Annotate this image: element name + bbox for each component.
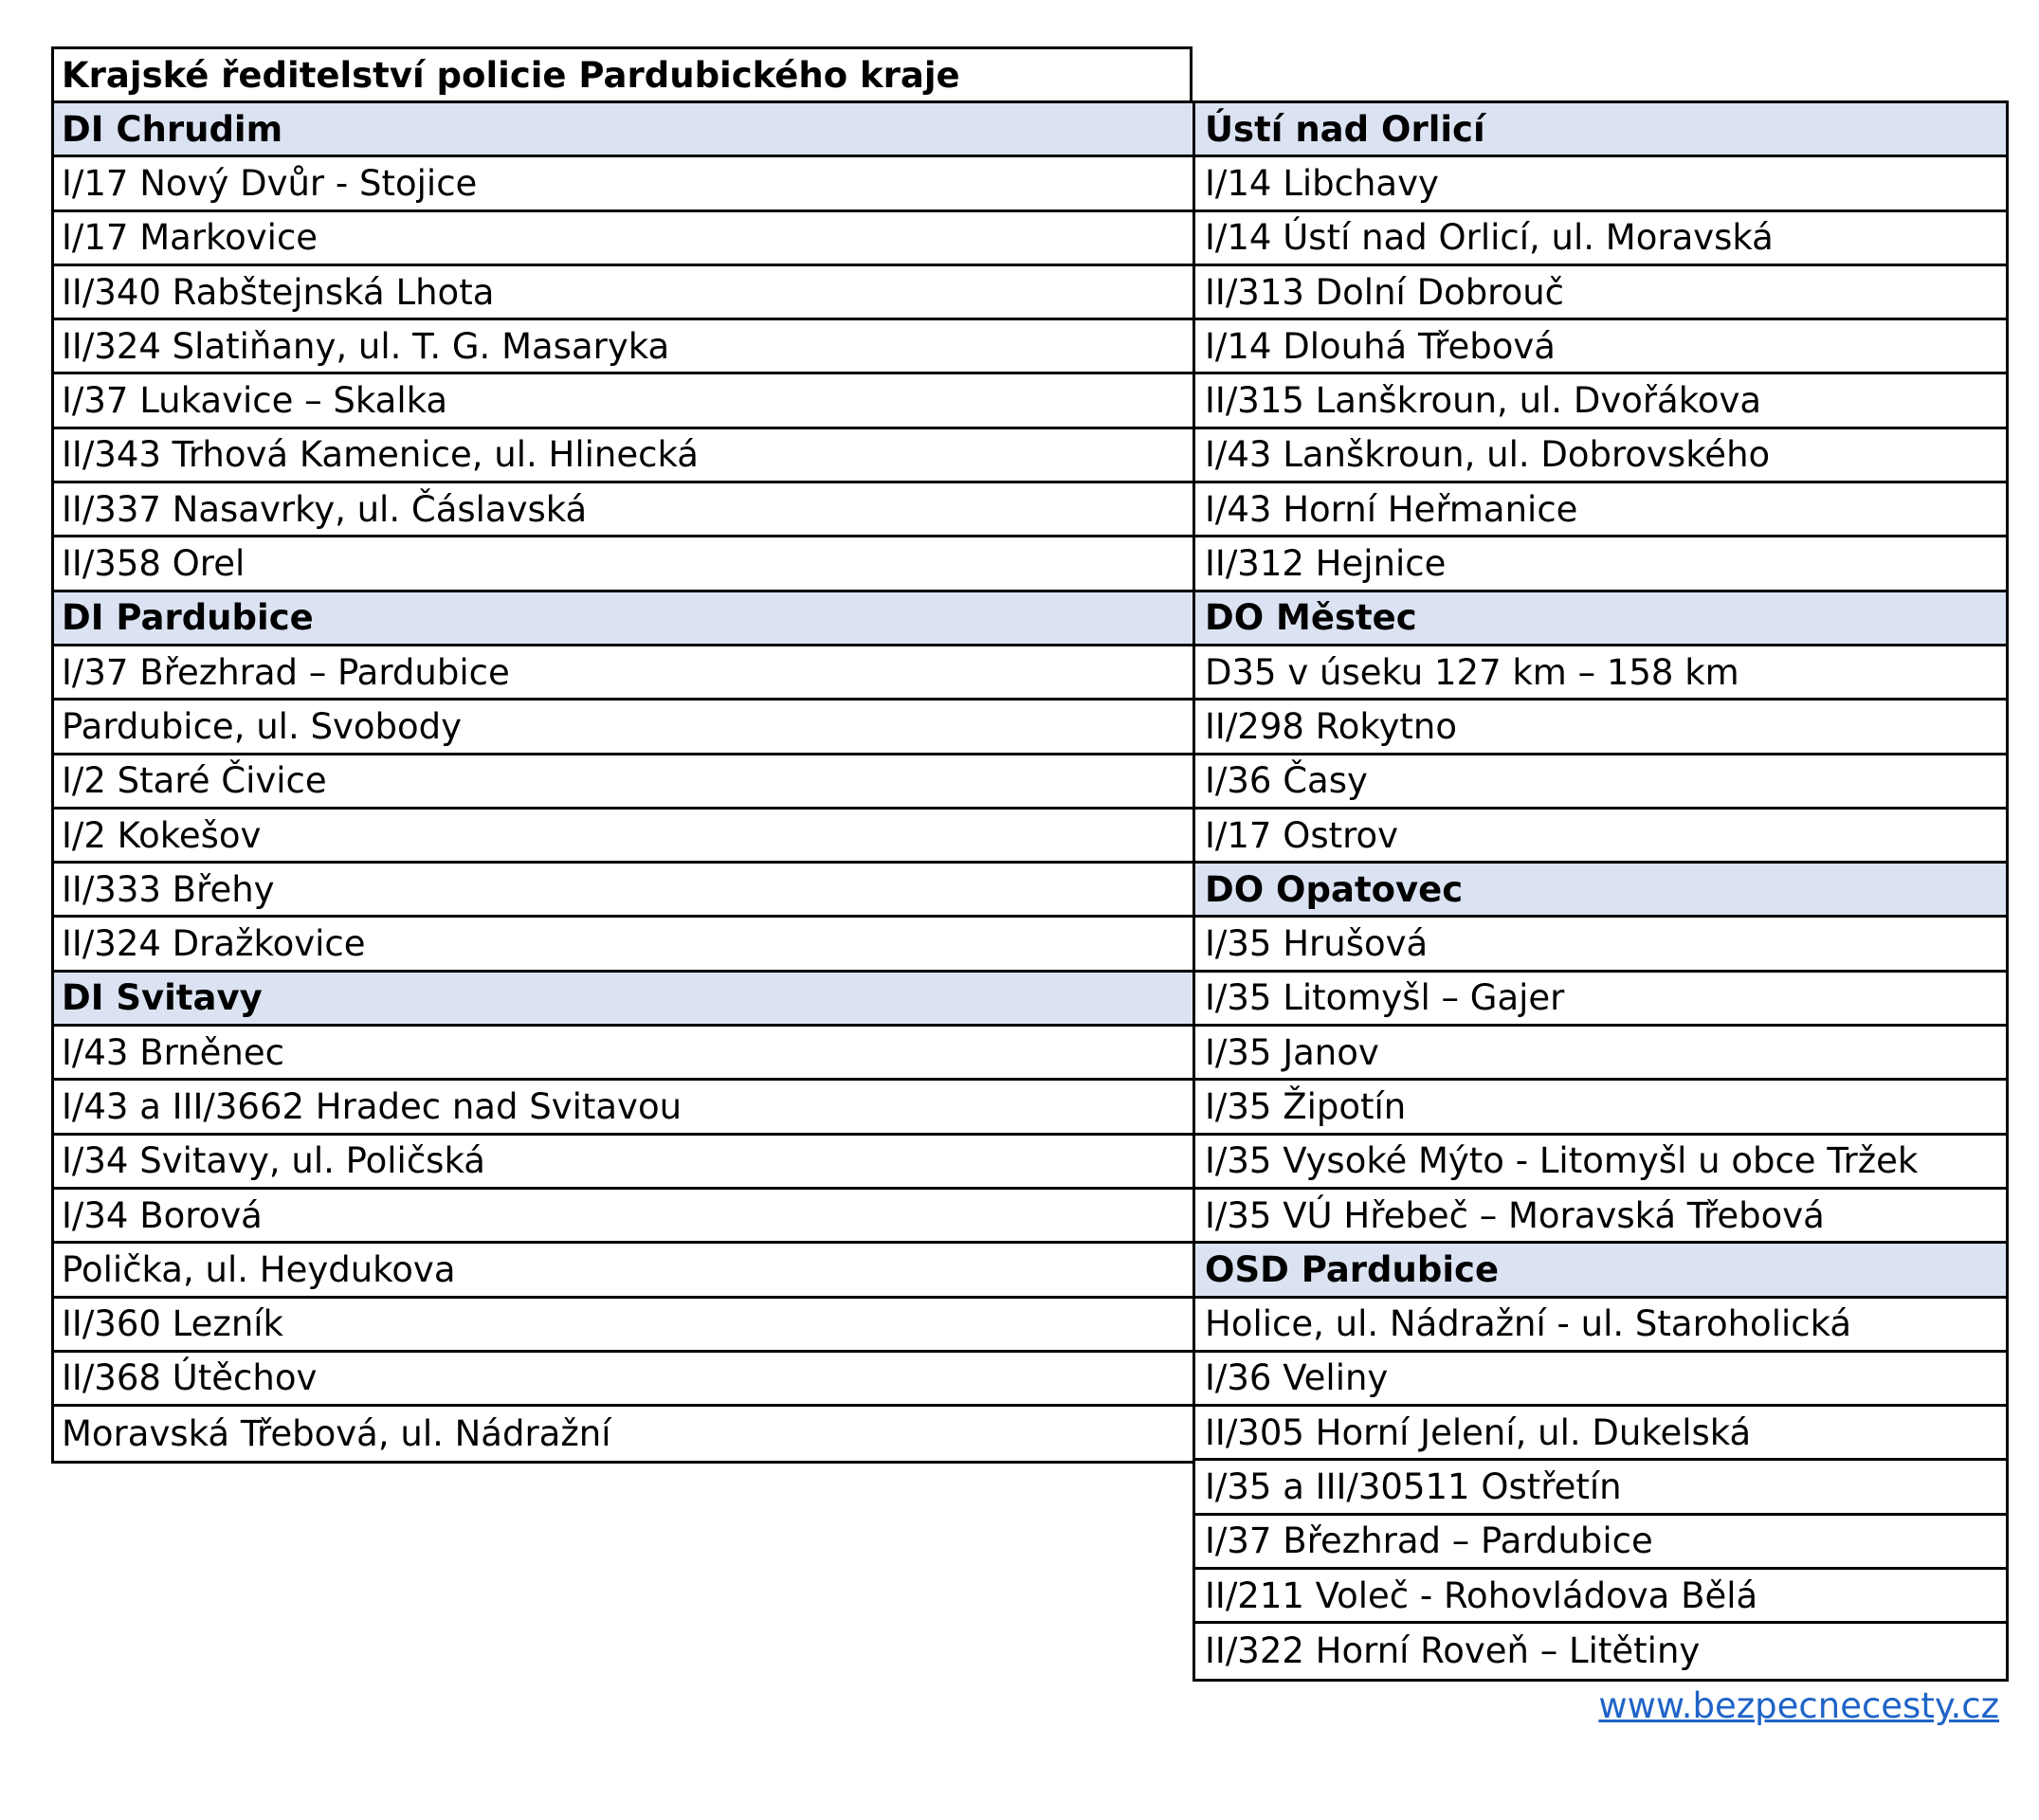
- table-row: I/17 Ostrov: [1195, 810, 2006, 864]
- table-row: II/322 Horní Roveň – Litětiny: [1205, 1630, 1701, 1672]
- table-row: I/36 Veliny: [1195, 1353, 2006, 1407]
- table-row: II/337 Nasavrky, ul. Čáslavská: [54, 483, 1192, 537]
- table-row: II/211 Voleč - Rohovládova Bělá: [1195, 1570, 2006, 1624]
- table-row: II/312 Hejnice: [1195, 537, 2006, 592]
- table-row: I/37 Březhrad – Pardubice: [1195, 1516, 2006, 1570]
- table-row: II/313 Dolní Dobrouč: [1195, 266, 2006, 320]
- table-row: I/34 Svitavy, ul. Poličská: [54, 1136, 1192, 1190]
- table-row: I/43 Brněnec: [54, 1027, 1192, 1081]
- table-row: I/36 Časy: [1195, 755, 2006, 810]
- table-row: I/35 a III/30511 Ostřetín: [1195, 1461, 2006, 1515]
- table-row: II/333 Břehy: [54, 864, 1192, 918]
- table-row: D35 v úseku 127 km – 158 km: [1195, 646, 2006, 701]
- table-row: II/315 Lanškroun, ul. Dvořákova: [1195, 374, 2006, 428]
- table-row: I/35 Janov: [1195, 1027, 2006, 1081]
- section-header: DI Chrudim: [54, 103, 1192, 157]
- section-header: DO Opatovec: [1195, 864, 2006, 918]
- table-row: II/324 Dražkovice: [54, 918, 1192, 972]
- right-column-table: [1192, 100, 2009, 1682]
- table-row: II/340 Rabštejnská Lhota: [54, 266, 1192, 320]
- table-row: I/14 Dlouhá Třebová: [1195, 320, 2006, 374]
- table-row: I/34 Borová: [54, 1190, 1192, 1244]
- table-row: I/43 Horní Heřmanice: [1195, 483, 2006, 537]
- table-row: I/43 Lanškroun, ul. Dobrovského: [1195, 429, 2006, 483]
- section-header: DI Svitavy: [54, 973, 1192, 1027]
- table-row: I/43 a III/3662 Hradec nad Svitavou: [54, 1081, 1192, 1135]
- table-row: Moravská Třebová, ul. Nádražní: [62, 1413, 611, 1455]
- table-row: II/324 Slatiňany, ul. T. G. Masaryka: [54, 320, 1192, 374]
- table-row: I/2 Staré Čivice: [54, 755, 1192, 810]
- table-row: I/14 Ústí nad Orlicí, ul. Moravská: [1195, 212, 2006, 266]
- table-row: I/37 Lukavice – Skalka: [54, 374, 1192, 428]
- section-header: OSD Pardubice: [1195, 1244, 2006, 1298]
- table-row: I/14 Libchavy: [1195, 157, 2006, 211]
- table-row: II/343 Trhová Kamenice, ul. Hlinecká: [54, 429, 1192, 483]
- table-row: I/37 Březhrad – Pardubice: [54, 646, 1192, 701]
- table-row: I/35 VÚ Hřebeč – Moravská Třebová: [1195, 1190, 2006, 1244]
- left-column-table: [51, 100, 1195, 1464]
- table-row: II/368 Útěchov: [54, 1353, 1192, 1407]
- table-row: I/2 Kokešov: [54, 810, 1192, 864]
- table-row: II/360 Lezník: [54, 1299, 1192, 1353]
- table-row: I/35 Hrušová: [1195, 918, 2006, 972]
- table-row: I/17 Nový Dvůr - Stojice: [54, 157, 1192, 211]
- table-row: II/298 Rokytno: [1195, 701, 2006, 755]
- table-row: Polička, ul. Heydukova: [54, 1244, 1192, 1298]
- table-row: Pardubice, ul. Svobody: [54, 701, 1192, 755]
- section-header: DI Pardubice: [54, 592, 1192, 646]
- table-row: I/35 Žipotín: [1195, 1081, 2006, 1135]
- website-link[interactable]: www.bezpecnecesty.cz: [1598, 1685, 1999, 1726]
- table-row: I/17 Markovice: [54, 212, 1192, 266]
- table-row: Holice, ul. Nádražní - ul. Staroholická: [1195, 1299, 2006, 1353]
- section-header: Ústí nad Orlicí: [1195, 103, 2006, 157]
- table-title: Krajské ředitelství policie Pardubického kraje: [51, 46, 1192, 100]
- section-header: DO Městec: [1195, 592, 2006, 646]
- table-row: II/305 Horní Jelení, ul. Dukelská: [1195, 1407, 2006, 1461]
- table-row: I/35 Litomyšl – Gajer: [1195, 973, 2006, 1027]
- table-row: II/358 Orel: [54, 537, 1192, 592]
- table-row: I/35 Vysoké Mýto - Litomyšl u obce Tržek: [1195, 1136, 2006, 1190]
